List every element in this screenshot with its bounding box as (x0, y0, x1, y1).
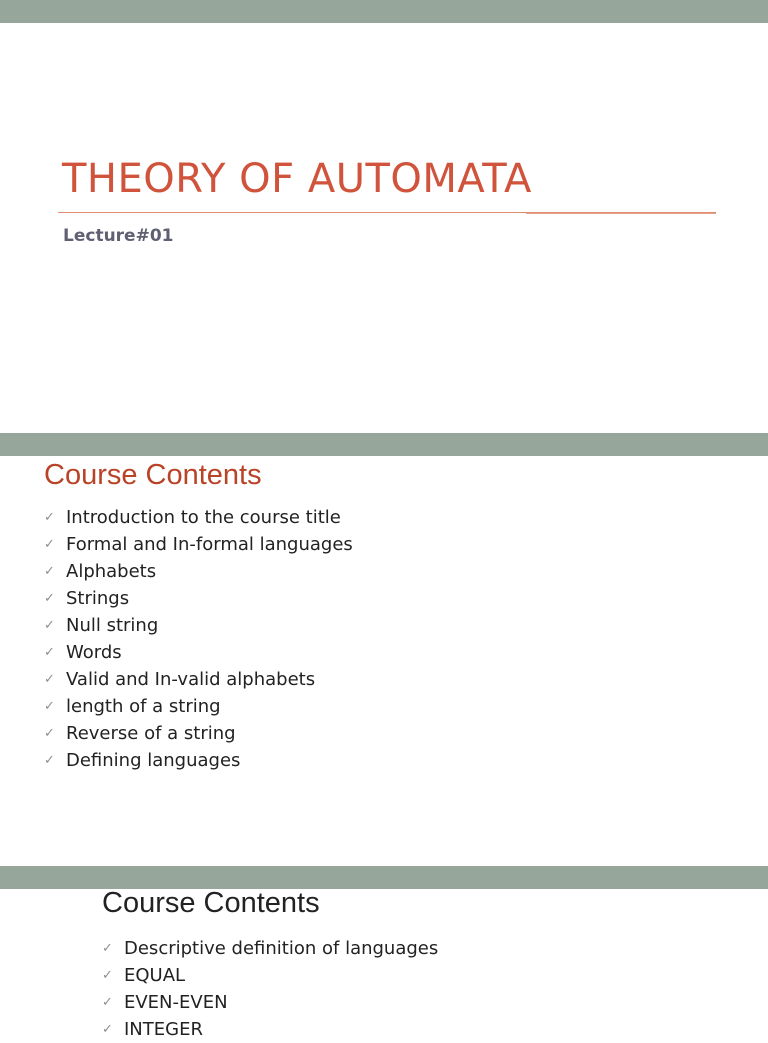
list-item (44, 558, 353, 585)
course-contents-list (44, 504, 353, 774)
list-item-text: Valid and In-valid alphabets (66, 669, 316, 690)
list-item (102, 962, 438, 989)
checkmark-icon: ✓ (44, 699, 55, 714)
slide-3 (0, 866, 768, 1040)
checkmark-icon: ✓ (44, 537, 55, 552)
slide-title: THEORY OF AUTOMATA (62, 156, 532, 202)
checkmark-icon: ✓ (102, 995, 113, 1010)
slide-1 (0, 0, 768, 433)
slide-top-bar (0, 0, 768, 23)
course-contents-list (102, 935, 438, 1043)
checkmark-icon: ✓ (44, 753, 55, 768)
checkmark-icon: ✓ (102, 968, 113, 983)
list-item-text: Descriptive definition of languages (124, 938, 439, 959)
list-item (44, 666, 353, 693)
list-item-text: Strings (66, 588, 130, 609)
list-item-text: Words (66, 642, 122, 663)
title-divider-accent (526, 213, 716, 214)
list-item (44, 612, 353, 639)
list-item (102, 989, 438, 1016)
checkmark-icon: ✓ (44, 726, 55, 741)
checkmark-icon: ✓ (102, 1022, 113, 1037)
checkmark-icon: ✓ (44, 645, 55, 660)
checkmark-icon: ✓ (44, 510, 55, 525)
list-item (44, 639, 353, 666)
list-item-text: Reverse of a string (66, 723, 236, 744)
list-item-text: EVEN-EVEN (124, 992, 228, 1013)
checkmark-icon: ✓ (102, 941, 113, 956)
checkmark-icon: ✓ (44, 564, 55, 579)
list-item (102, 935, 438, 962)
list-item-text: EQUAL (124, 965, 186, 986)
slide-top-bar (0, 866, 768, 889)
slide-heading: Course Contents (44, 459, 262, 491)
list-item (44, 693, 353, 720)
list-item-text: Defining languages (66, 750, 241, 771)
slide-top-bar (0, 433, 768, 456)
list-item-text: Alphabets (66, 561, 157, 582)
checkmark-icon: ✓ (44, 672, 55, 687)
slide-subtitle: Lecture#01 (63, 226, 174, 246)
list-item (44, 720, 353, 747)
slide-2 (0, 433, 768, 866)
list-item (44, 531, 353, 558)
slide-heading: Course Contents (102, 887, 320, 919)
list-item-text: Null string (66, 615, 159, 636)
list-item-text: Introduction to the course title (66, 507, 341, 528)
list-item (102, 1016, 438, 1043)
list-item-text: length of a string (66, 696, 221, 717)
list-item (44, 585, 353, 612)
list-item (44, 747, 353, 774)
checkmark-icon: ✓ (44, 618, 55, 633)
list-item (44, 504, 353, 531)
list-item-text: INTEGER (124, 1019, 203, 1040)
checkmark-icon: ✓ (44, 591, 55, 606)
list-item-text: Formal and In-formal languages (66, 534, 353, 555)
